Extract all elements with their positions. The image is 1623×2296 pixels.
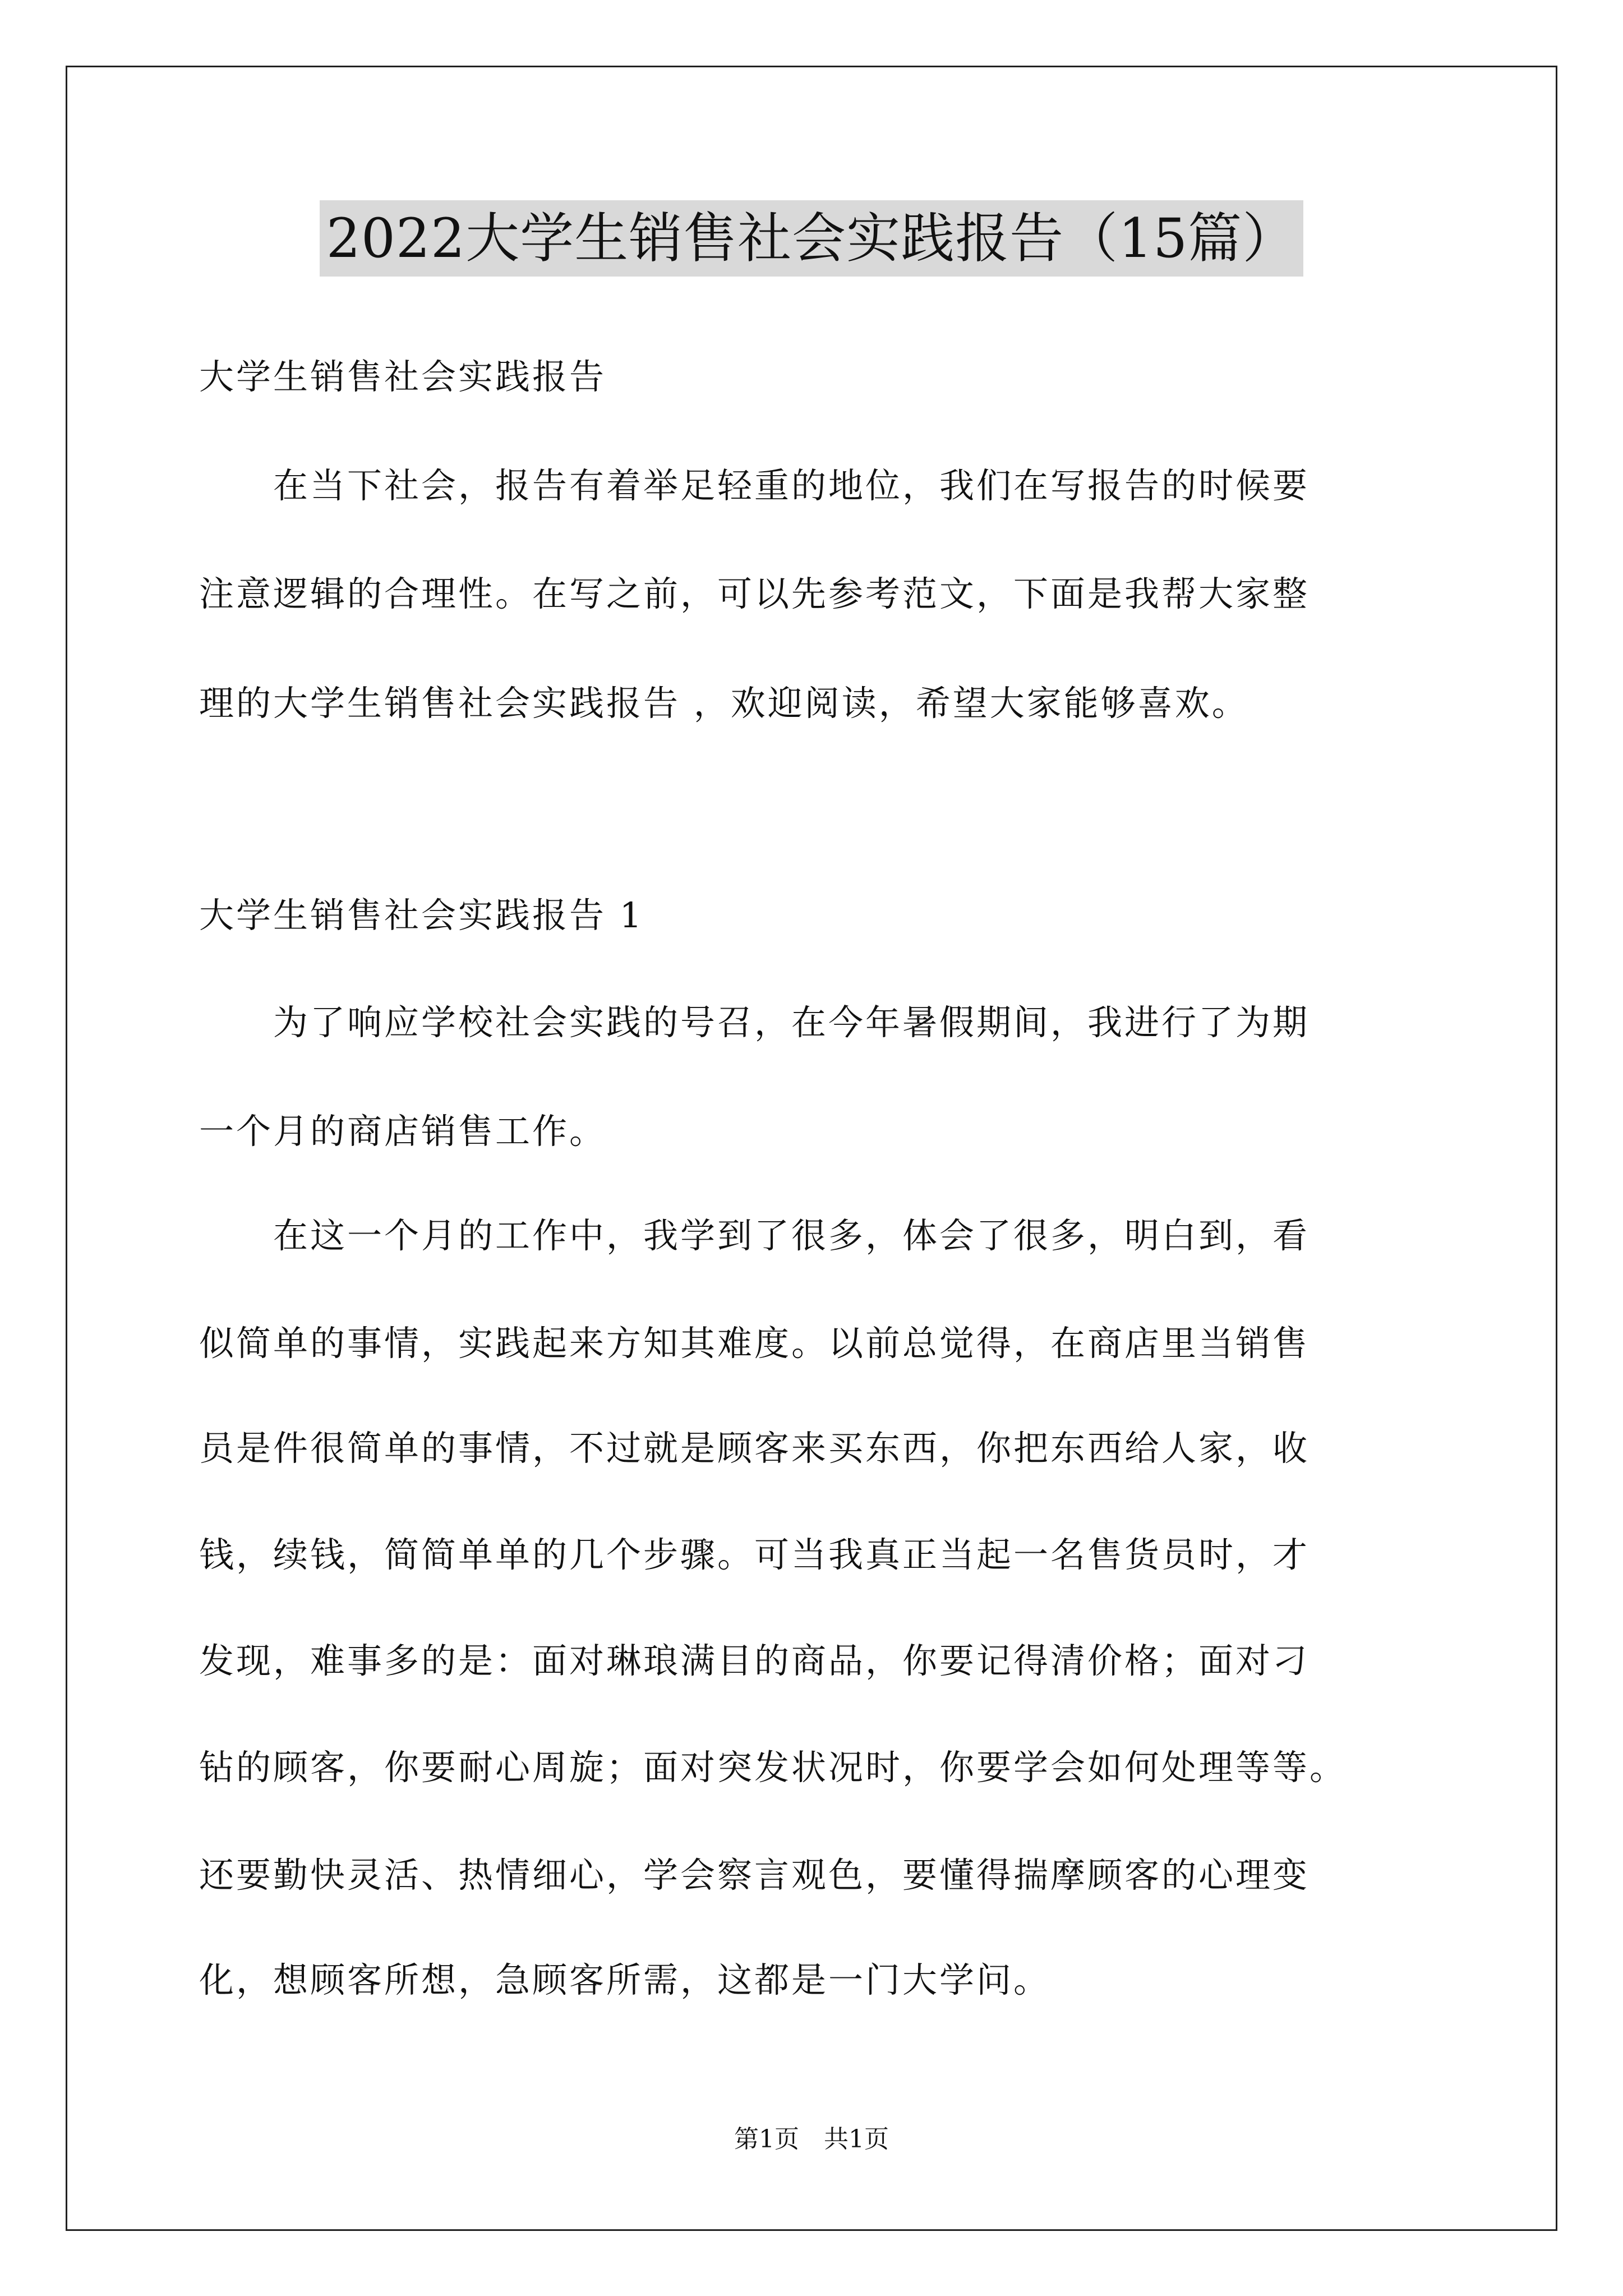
intro-line-2: 注意逻辑的合理性。在写之前，可以先参考范文，下面是我帮大家整 [199,573,1310,614]
section-1-line-1: 为了响应学校社会实践的号召，在今年暑假期间，我进行了为期 [199,1002,1310,1043]
section-1-line-3: 在这一个月的工作中，我学到了很多，体会了很多，明白到，看 [199,1215,1310,1256]
section-1-line-6: 钱，续钱，简简单单的几个步骤。可当我真正当起一名售货员时，才 [199,1534,1310,1575]
document-title: 2022大学生销售社会实践报告（15篇） [320,200,1303,277]
page-footer: 第1页 共1页 [734,2125,889,2154]
intro-line-1: 在当下社会，报告有着举足轻重的地位，我们在写报告的时候要 [199,465,1310,506]
intro-heading: 大学生销售社会实践报告 [199,356,607,397]
intro-line-3: 理的大学生销售社会实践报告 ，欢迎阅读，希望大家能够喜欢。 [199,683,1249,724]
section-1-heading: 大学生销售社会实践报告 1 [199,895,644,936]
section-1-line-4: 似简单的事情，实践起来方知其难度。以前总觉得，在商店里当销售 [199,1323,1310,1364]
section-1-line-8: 钻的顾客，你要耐心周旋；面对突发状况时，你要学会如何处理等等。 [199,1747,1347,1788]
section-1-line-10: 化，想顾客所想，急顾客所需，这都是一门大学问。 [199,1959,1051,2000]
section-1-line-2: 一个月的商店销售工作。 [199,1111,607,1152]
section-1-line-9: 还要勤快灵活、热情细心，学会察言观色，要懂得揣摩顾客的心理变 [199,1855,1310,1895]
title-container [0,200,1623,277]
section-1-line-7: 发现，难事多的是：面对琳琅满目的商品，你要记得清价格；面对刁 [199,1640,1310,1681]
section-1-line-5: 员是件很简单的事情，不过就是顾客来买东西，你把东西给人家，收 [199,1428,1310,1469]
